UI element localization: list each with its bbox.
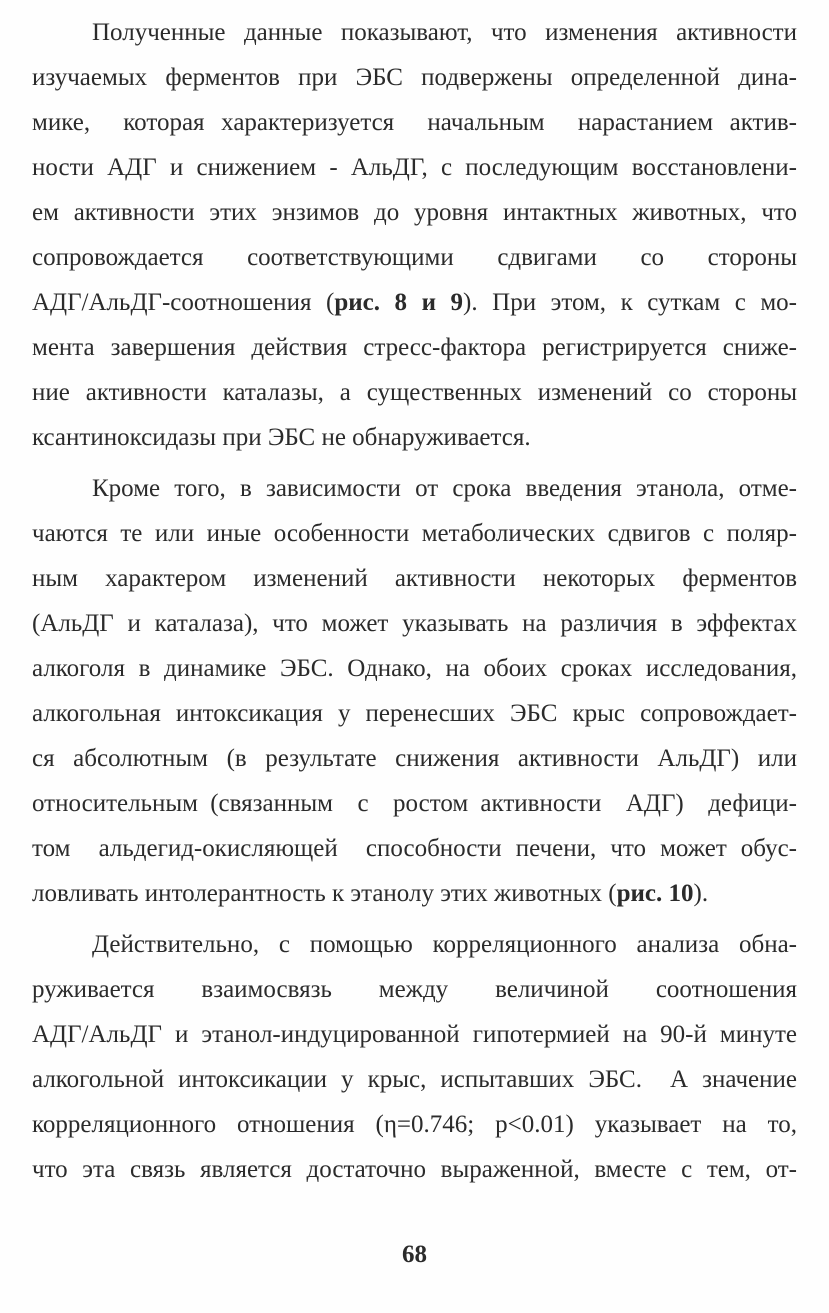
line-text-post: ). При этом, к суткам с мо-: [463, 289, 797, 316]
paragraph-3-line-6: что эта связь является достаточно выраженной, вместе с тем, от-: [32, 1156, 797, 1183]
line-text-post: ).: [693, 880, 709, 907]
paragraph-2-line-4: (АльДГ и каталаза), что может указывать на различия в эффектах: [32, 610, 797, 637]
figure-reference: рис. 10: [616, 880, 694, 907]
paragraph-2-line-6: алкогольная интоксикация у перенесших ЭБС крыс сопровождает-: [32, 700, 797, 727]
paragraph-3-line-4: алкогольной интоксикации у крыс, испытавших ЭБС. А значение: [32, 1066, 797, 1093]
paragraph-3-line-5: корреляционного отношения (η=0.746; р<0.01) указывает на то,: [32, 1111, 797, 1138]
paragraph-2-line-2: чаются те или иные особенности метаболических сдвигов с поляр-: [32, 520, 797, 547]
paragraph-2-line-5: алкоголя в динамике ЭБС. Однако, на обоих сроках исследования,: [32, 655, 797, 682]
paragraph-1-line-8: мента завершения действия стресс-фактора регистрируется сниже-: [32, 334, 797, 361]
paragraph-3-line-2: руживается взаимосвязь между величиной соотношения: [32, 976, 797, 1003]
paragraph-3-line-3: АДГ/АльДГ и этанол-индуцированной гипотермией на 90-й минуте: [32, 1021, 797, 1048]
paragraph-3-line-1: Действительно, с помощью корреляционного анализа обна-: [92, 931, 797, 958]
paragraph-1-line-2: изучаемых ферментов при ЭБС подвержены определенной дина-: [32, 64, 797, 91]
paragraph-1-line-5: ем активности этих энзимов до уровня интактных животных, что: [32, 199, 797, 226]
paragraph-1-line-9: ние активности каталазы, а существенных изменений со стороны: [32, 379, 797, 406]
paragraph-1-line-1: Полученные данные показывают, что изменения активности: [92, 19, 797, 46]
paragraph-2-line-3: ным характером изменений активности некоторых ферментов: [32, 565, 797, 592]
paragraph-2-line-8: относительным (связанным с ростом активности АДГ) дефици-: [32, 790, 797, 817]
paragraph-1-line-6: сопровождается соответствующими сдвигами со стороны: [32, 244, 797, 271]
paragraph-1-line-4: ности АДГ и снижением - АльДГ, с последующим восстановлени-: [32, 154, 797, 181]
page-number: 68: [402, 1241, 427, 1268]
figure-reference: рис. 8 и 9: [334, 289, 464, 316]
paragraph-1-line-7: [32, 287, 797, 319]
paragraph-2-line-7: ся абсолютным (в результате снижения активности АльДГ) или: [32, 745, 797, 772]
paragraph-2-line-1: Кроме того, в зависимости от срока введения этанола, отме-: [92, 475, 797, 502]
paragraph-2-line-9: том альдегид-окисляющей способности печени, что может обус-: [32, 835, 797, 862]
paragraph-2-line-10: [32, 878, 708, 910]
line-text-pre: ловливать интолерантность к этанолу этих животных (: [32, 880, 617, 907]
paragraph-1-line-10: ксантиноксидазы при ЭБС не обнаруживается.: [32, 424, 531, 451]
line-text-pre: АДГ/АльДГ-соотношения (: [32, 289, 335, 316]
paragraph-1-line-3: мике, которая характеризуется начальным нарастанием актив-: [32, 109, 797, 136]
